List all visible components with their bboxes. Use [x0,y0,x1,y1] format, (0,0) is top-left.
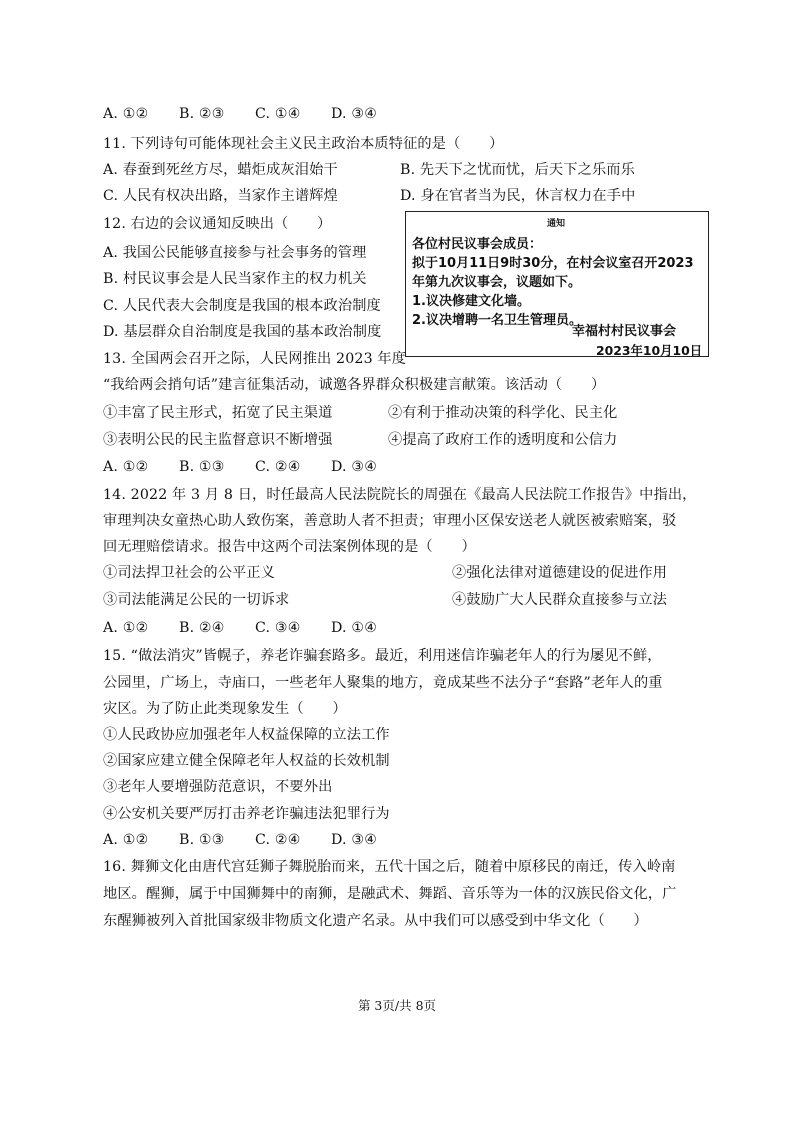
q13-option-d: D. ③④ [331,459,378,475]
q13-stem-line-2: “我给两会捎句话”建言征集活动，诚邀各界群众积极建言献策。该活动（ ） [103,377,606,393]
q15-stem-line-1: 15. “做法消灾”皆幌子，养老诈骗套路多。最近，利用迷信诈骗老年人的行为屡见不鲜， [103,648,662,664]
q11-stem: 11. 下列诗句可能体现社会主义民主政治本质特征的是（ ） [103,136,504,152]
q15-option-c: C. ②④ [255,832,301,848]
q13-option-b: B. ①③ [179,459,225,475]
q12-option-c: C. 人民代表大会制度是我国的根本政治制度 [103,298,381,314]
q14-choice-4: ④鼓励广大人民群众直接参与立法 [452,592,668,608]
q15-option-a: A. ①② [103,832,149,848]
q12-option-b: B. 村民议事会是人民当家作主的权力机关 [103,271,367,287]
q13-option-c: C. ②④ [255,459,301,475]
q14-stem-line-1: 14. 2022 年 3 月 8 日，时任最高人民法院院长的周强在《最高人民法院工作报告》中指出， [103,487,697,503]
q10-option-b: B. ②③ [179,106,225,122]
q14-choice-3: ③司法能满足公民的一切诉求 [103,592,290,608]
q15-choice-1: ①人民政协应加强老年人权益保障的立法工作 [103,727,390,743]
q10-option-a: A. ①② [103,106,149,122]
q14-stem-line-3: 回无理赔偿请求。报告中这两个司法案例体现的是（ ） [103,539,476,555]
q16-stem-line-3: 东醒狮被列入首批国家级非物质文化遗产名录。从中我们可以感受到中华文化（ ） [103,913,648,929]
q15-stem-line-2: 公园里，广场上，寺庙口，一些老年人聚集的地方，竟成某些不法分子“套路”老年人的重 [103,675,663,691]
q11-option-b: B. 先天下之忧而忧，后天下之乐而乐 [400,162,635,178]
q10-option-d: D. ③④ [331,106,378,122]
q14-choice-2: ②强化法律对道德建设的促进作用 [452,565,668,581]
page-number: 第 3页/共 8页 [357,998,437,1013]
q14-option-b: B. ②④ [179,620,225,636]
q10-option-c: C. ①④ [255,106,301,122]
q12-option-d: D. 基层群众自治制度是我国的基本政治制度 [103,324,382,340]
notice-item-1: 1.议决修建文化墙。 [412,294,530,309]
q14-option-d: D. ①④ [331,620,378,636]
q13-stem-line-1: 13. 全国两会召开之际，人民网推出 2023 年度 [103,351,407,367]
q15-choice-4: ④公安机关要严厉打击养老诈骗违法犯罪行为 [103,806,390,822]
q15-option-b: B. ①③ [179,832,225,848]
notice-line-1: 拟于10月11日9时30分，在村会议室召开2023 [412,256,694,271]
meeting-notice-box [405,211,709,357]
q12-stem: 12. 右边的会议通知反映出（ ） [103,216,332,232]
notice-title: 通知 [546,219,565,229]
q13-choice-3: ③表明公民的民主监督意识不断增强 [103,432,333,448]
q11-option-d: D. 身在官者当为民，休言权力在手中 [400,188,636,204]
q11-option-a: A. 春蚕到死丝方尽，蜡炬成灰泪始干 [103,162,338,178]
q14-choice-1: ①司法捍卫社会的公平正义 [103,565,276,581]
q13-choice-4: ④提高了政府工作的透明度和公信力 [388,432,618,448]
q12-option-a: A. 我国公民能够直接参与社会事务的管理 [103,245,367,261]
notice-salutation: 各位村民议事会成员： [412,237,543,252]
q15-choice-3: ③老年人要增强防范意识，不要外出 [103,779,333,795]
q10-options-row [103,104,377,124]
q15-stem-line-3: 灾区。为了防止此类现象发生（ ） [103,701,347,717]
q13-choice-2: ②有利于推动决策的科学化、民主化 [388,405,618,421]
q14-options-row [103,618,377,638]
q11-option-c: C. 人民有权决出路，当家作主谱辉煌 [103,188,338,204]
q15-choice-2: ②国家应建立健全保障老年人权益的长效机制 [103,753,390,769]
q14-option-c: C. ③④ [255,620,301,636]
q15-option-d: D. ③④ [331,832,378,848]
notice-date: 2023年10月10日 [596,343,703,358]
notice-item-2: 2.议决增聘一名卫生管理员。 [412,313,582,328]
q13-options-row [103,457,377,477]
q16-stem-line-1: 16. 舞狮文化由唐代宫廷狮子舞脱胎而来，五代十国之后，随着中原移民的南迁，传入岭南 [103,859,676,875]
notice-line-2: 年第九次议事会，议题如下。 [412,275,582,290]
notice-signature: 幸福村村民议事会 [572,324,677,339]
q16-stem-line-2: 地区。醒狮，属于中国狮舞中的南狮，是融武术、舞蹈、音乐等为一体的汉族民俗文化，广 [103,886,677,902]
q13-choice-1: ①丰富了民主形式，拓宽了民主渠道 [103,405,333,421]
q14-stem-line-2: 审理判决女童热心助人致伤案，善意助人者不担责；审理小区保安送老人就医被索赔案，驳 [103,513,677,529]
q14-option-a: A. ①② [103,620,149,636]
q13-option-a: A. ①② [103,459,149,475]
q15-options-row [103,830,377,850]
